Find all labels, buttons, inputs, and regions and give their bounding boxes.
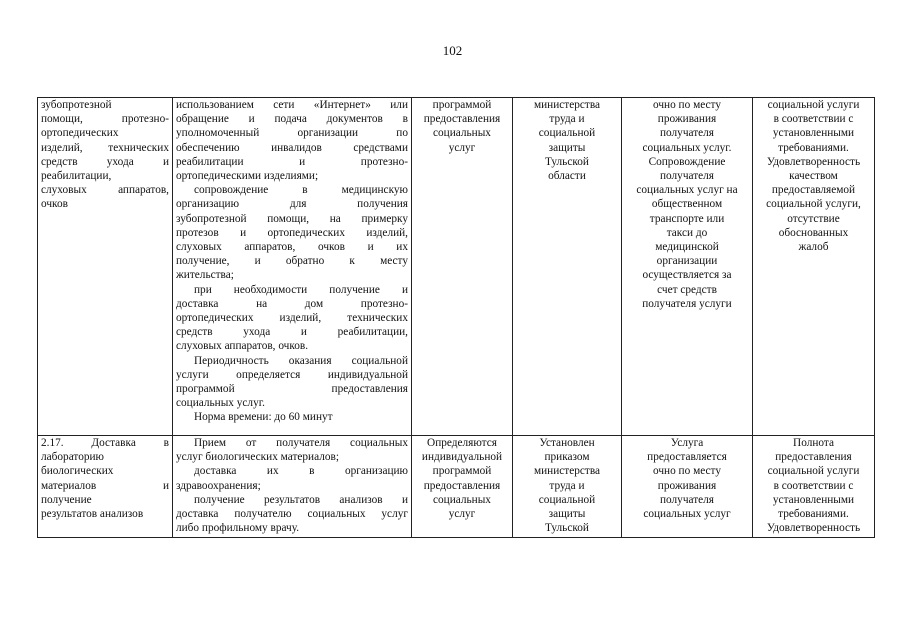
description-paragraph: Периодичность оказания социальной услуги определяется индивидуальной программой предоставления социальных услуг.: [176, 354, 408, 410]
service-name-cell: 2.17. Доставка в лабораторию биологических материалов и получение результатов анализов: [38, 436, 173, 538]
description-paragraph: Прием от получателя социальных услуг биологических материалов;: [176, 437, 408, 464]
description-paragraph: использованием сети «Интернет» или обращение и подача документов в уполномоченный организации по обеспечению инвалидов средствами реабилитации и протезно- ортопедическими изделиями;: [176, 99, 408, 183]
tariff-cell: министерства труда и социальной защиты Тульской области: [513, 98, 622, 436]
table-row: [38, 98, 875, 436]
description-paragraph: при необходимости получение и доставка на дом протезно- ортопедических изделий, технических средств ухода и реабилитации, слуховых аппаратов, очков.: [176, 283, 408, 353]
delivery-terms-cell: программой предоставления социальных услуг: [412, 98, 513, 436]
page-number: 102: [442, 43, 463, 58]
tariff-cell: Установлен приказом министерства труда и социальной защиты Тульской: [513, 436, 622, 538]
services-table: [37, 97, 875, 538]
service-description-cell: [173, 436, 412, 538]
time-norm: Норма времени: до 60 минут: [194, 411, 333, 424]
service-name-cell: зубопротезной помощи, протезно- ортопедических изделий, технических средств ухода и реабилитации, слуховых аппаратов, очков: [38, 98, 173, 436]
description-paragraph: сопровождение в медицинскую организацию для получения зубопротезной помощи, на примерку протезов и ортопедических изделий, слуховых аппаратов, очков и их получение, и обратно к месту жительства;: [176, 184, 408, 282]
quality-indicators-cell: Полнота предоставления социальной услуги в соответствии с установленными требованиями. Удовлетворенность: [753, 436, 875, 538]
table-row: [38, 436, 875, 538]
conditions-cell: очно по месту проживания получателя социальных услуг. Сопровождение получателя социальных услуг на общественном транспорте или такси до медицинской организации осуществляется за счет средств получателя услуги: [622, 98, 753, 436]
conditions-cell: Услуга предоставляется очно по месту проживания получателя социальных услуг: [622, 436, 753, 538]
delivery-terms-cell: Определяются индивидуальной программой предоставления социальных услуг: [412, 436, 513, 538]
quality-indicators-cell: социальной услуги в соответствии с установленными требованиями. Удовлетворенность качеством предоставляемой социальной услуги, отсутствие обоснованных жалоб: [753, 98, 875, 436]
description-paragraph: доставка их в организацию здравоохранения;: [176, 465, 408, 492]
service-description-cell: [173, 98, 412, 436]
description-paragraph: получение результатов анализов и доставка получателю социальных услуг либо профильному врачу.: [176, 493, 408, 535]
